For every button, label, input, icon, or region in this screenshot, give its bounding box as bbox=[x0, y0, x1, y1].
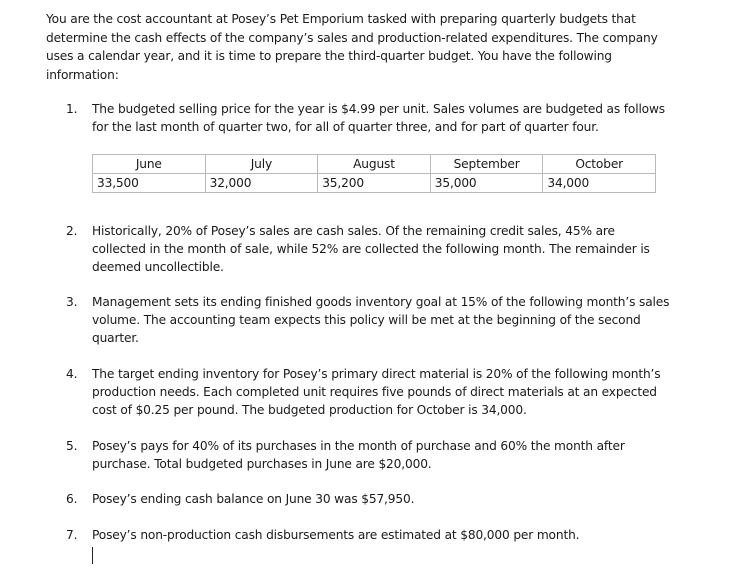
header-june: June bbox=[93, 155, 206, 174]
list-number: 1. bbox=[66, 102, 78, 116]
list-text: Posey’s ending cash balance on June 30 was $57,950. bbox=[92, 492, 415, 506]
list-number: 3. bbox=[66, 295, 78, 309]
value-july: 32,000 bbox=[205, 174, 318, 193]
value-june: 33,500 bbox=[93, 174, 206, 193]
header-august: August bbox=[318, 155, 431, 174]
value-september: 35,000 bbox=[430, 174, 543, 193]
list-number: 2. bbox=[66, 224, 78, 238]
list-number: 7. bbox=[66, 528, 78, 542]
list-text: Posey’s non-production cash disbursements are estimated at $80,000 per month. bbox=[92, 528, 580, 542]
list-number: 4. bbox=[66, 367, 78, 381]
value-august: 35,200 bbox=[318, 174, 431, 193]
header-july: July bbox=[205, 155, 318, 174]
list-text: The target ending inventory for Posey’s primary direct material is 20% of the following month’s production needs. Each completed unit requires five pounds of direct materials at an expected cost of $0.25 per pound. The budgeted production for October is 34,000. bbox=[92, 367, 661, 417]
sales-volume-table bbox=[92, 154, 656, 193]
header-october: October bbox=[543, 155, 656, 174]
table-row bbox=[93, 174, 656, 193]
table-header-row bbox=[93, 155, 656, 174]
list-text: Posey’s pays for 40% of its purchases in the month of purchase and 60% the month after purchase. Total budgeted purchases in June are $20,000. bbox=[92, 439, 625, 471]
list-number: 5. bbox=[66, 439, 78, 453]
list-text: Historically, 20% of Posey’s sales are cash sales. Of the remaining credit sales, 45% are collected in the month of sale, while 52% are collected the following month. The remainder is deemed uncollectible. bbox=[92, 224, 650, 274]
intro-paragraph: You are the cost accountant at Posey’s Pet Emporium tasked with preparing quarterly budgets that determine the cash effects of the company’s sales and production-related expenditures. The company uses a calendar year, and it is time to prepare the third-quarter budget. You have the following information: bbox=[46, 12, 658, 82]
list-text: Management sets its ending finished goods inventory goal at 15% of the following month’s sales volume. The accounting team expects this policy will be met at the beginning of the second quarter. bbox=[92, 295, 670, 345]
text-cursor bbox=[92, 547, 93, 564]
value-october: 34,000 bbox=[543, 174, 656, 193]
header-september: September bbox=[430, 155, 543, 174]
list-text: The budgeted selling price for the year is $4.99 per unit. Sales volumes are budgeted as follows for the last month of quarter two, for all of quarter three, and for part of quarter four. bbox=[92, 102, 666, 134]
list-number: 6. bbox=[66, 492, 78, 506]
